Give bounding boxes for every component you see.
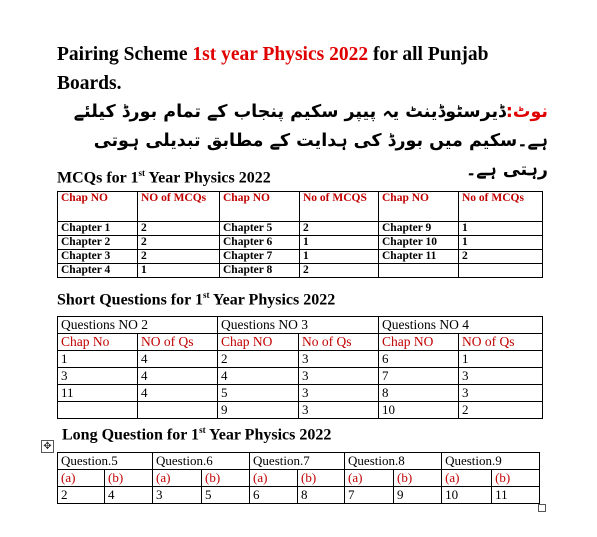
note-label: نوٹ: bbox=[505, 102, 548, 122]
short-row: 11 4 5 3 8 3 bbox=[58, 385, 543, 402]
short-group-row bbox=[58, 317, 543, 334]
mcq-header: Chap NO bbox=[379, 192, 459, 222]
move-handle-icon[interactable]: ✥ bbox=[41, 440, 54, 453]
long-parts-row: (a) (b) (a) (b) (a) (b) (a) (b) (a) (b) bbox=[58, 470, 540, 487]
long-question-header: Question.9 bbox=[442, 453, 540, 470]
long-question-row bbox=[58, 453, 540, 470]
mcq-header-row bbox=[58, 192, 543, 222]
short-group-header: Questions NO 3 bbox=[218, 317, 379, 334]
mcq-row: Chapter 1 2 Chapter 5 2 Chapter 9 1 bbox=[58, 222, 543, 236]
mcq-heading: MCQs for 1st Year Physics 2022 bbox=[57, 168, 271, 187]
mcq-header: Chap NO bbox=[58, 192, 138, 222]
resize-handle-icon[interactable] bbox=[538, 504, 546, 512]
long-question-header: Question.6 bbox=[153, 453, 250, 470]
note-text: ڈیرسٹوڈینٹ یہ پیپر سکیم پنجاب کے تمام بورڈ کیلئے ہے۔سکیم میں بورڈ کی ہدایت کے مطابق تبدیلی ہوتی رہتی ہے۔ bbox=[73, 102, 548, 180]
short-group-header: Questions NO 2 bbox=[58, 317, 218, 334]
title-prefix: Pairing Scheme bbox=[57, 44, 193, 65]
mcq-header: Chap NO bbox=[220, 192, 300, 222]
title-highlight: 1st year Physics 2022 bbox=[192, 44, 369, 65]
long-heading: Long Question for 1st Year Physics 2022 bbox=[62, 425, 332, 444]
mcq-row: Chapter 4 1 Chapter 8 2 bbox=[58, 264, 543, 278]
page-title bbox=[57, 40, 557, 98]
short-subheader-row: Chap No NO of Qs Chap NO No of Qs Chap NO NO of Qs bbox=[58, 334, 543, 351]
short-row: 9 3 10 2 bbox=[58, 402, 543, 419]
mcq-header: No of MCQS bbox=[300, 192, 379, 222]
short-row: 3 4 4 3 7 3 bbox=[58, 368, 543, 385]
mcq-row: Chapter 3 2 Chapter 7 1 Chapter 11 2 bbox=[58, 250, 543, 264]
mcq-row: Chapter 2 2 Chapter 6 1 Chapter 10 1 bbox=[58, 236, 543, 250]
title-suffix: for all Punjab Boards. bbox=[57, 44, 489, 94]
short-group-header: Questions NO 4 bbox=[379, 317, 543, 334]
long-table bbox=[57, 452, 540, 504]
short-row: 1 4 2 3 6 1 bbox=[58, 351, 543, 368]
long-chapter-row: 2 4 3 5 6 8 7 9 10 11 bbox=[58, 487, 540, 504]
mcq-header: NO of MCQs bbox=[138, 192, 220, 222]
mcq-header: No of MCQs bbox=[459, 192, 543, 222]
short-heading: Short Questions for 1st Year Physics 2022 bbox=[57, 290, 336, 309]
short-table bbox=[57, 316, 543, 419]
long-question-header: Question.7 bbox=[250, 453, 345, 470]
long-question-header: Question.8 bbox=[345, 453, 442, 470]
long-question-header: Question.5 bbox=[58, 453, 153, 470]
mcq-table bbox=[57, 191, 543, 278]
